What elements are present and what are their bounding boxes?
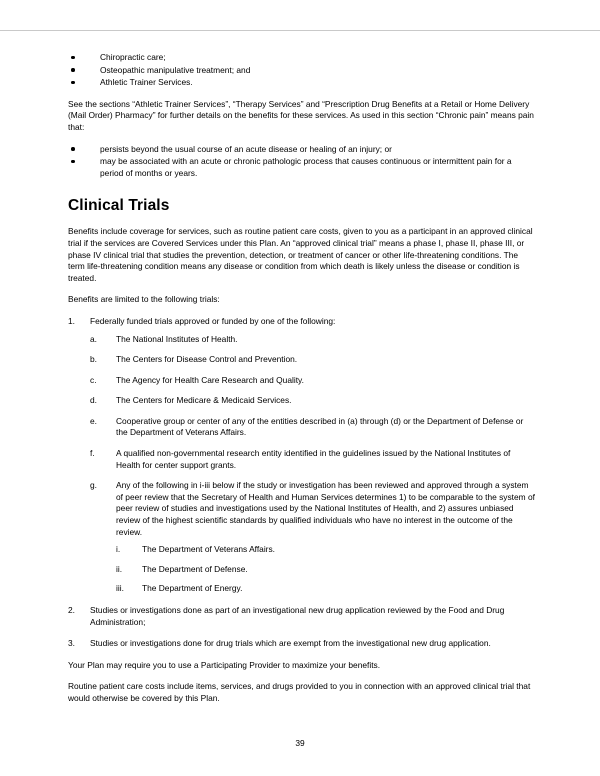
list-item-text: The Department of Energy. — [142, 583, 243, 594]
list-marker: i. — [116, 544, 121, 555]
list-item — [68, 605, 536, 628]
list-item — [90, 354, 536, 366]
list-item-text: The Department of Defense. — [142, 563, 248, 574]
list-item — [90, 334, 536, 346]
list-item-text: may be associated with an acute or chronic pathologic process that causes continuous or intermittent pain for a period of months or years. — [100, 156, 512, 178]
intro-bullet-list — [68, 52, 536, 89]
list-item — [68, 65, 536, 77]
list-item-text: The Centers for Disease Control and Prevention. — [116, 354, 298, 365]
list-item-text: The Department of Veterans Affairs. — [142, 544, 275, 555]
list-item-text: Studies or investigations done for drug trials which are exempt from the investigational new drug application. — [90, 638, 491, 649]
list-item — [116, 544, 536, 556]
list-item — [90, 416, 536, 439]
bullet-icon — [71, 56, 75, 60]
list-item — [90, 448, 536, 471]
list-marker: a. — [90, 333, 97, 344]
list-item-text: Osteopathic manipulative treatment; and — [100, 64, 251, 75]
list-marker: 1. — [68, 315, 75, 326]
list-item-text: Athletic Trainer Services. — [100, 77, 193, 88]
list-item-text: The Centers for Medicare & Medicaid Services. — [116, 395, 292, 406]
list-item-text: Cooperative group or center of any of the entities described in (a) through (d) or the Department of Defense or the Department of Veterans Affairs. — [116, 415, 524, 438]
list-item-text: Chiropractic care; — [100, 52, 166, 62]
list-marker: c. — [90, 374, 97, 385]
bullet-icon — [71, 68, 75, 72]
list-marker: d. — [90, 395, 97, 406]
list-item-text: A qualified non-governmental research entity identified in the guidelines issued by the National Institutes of Health for center support grants. — [116, 448, 511, 470]
list-item — [68, 316, 536, 595]
page-title: Clinical Trials — [68, 197, 170, 215]
list-item — [68, 638, 536, 650]
list-marker: g. — [90, 480, 97, 491]
list-marker: iii. — [116, 583, 124, 594]
paragraph-see-sections: See the sections “Athletic Trainer Services”, “Therapy Services” and “Prescription Drug Benefits at a Retail or Home Delivery (Mail Order) Pharmacy” for further details on the benefits for these services. As used in this section “Chronic pain” means pain that: — [68, 98, 534, 132]
alpha-sub-list — [90, 334, 536, 596]
paragraph-benefits-include: Benefits include coverage for services, such as routine patient care costs, given to you as a participant in an approved clinical trial if the services are Covered Services under this Plan. An “approved clinical trial” means a phase I, phase II, phase III, or phase IV clinical trial that studies the prevention, detection, or treatment of cancer or other life-threatening conditions. The term life-threatening condition means any disease or condition from which death is likely unless the disease or condition is treated. — [68, 226, 533, 283]
list-item — [68, 156, 536, 179]
page-top-rule — [0, 30, 600, 31]
bullet-icon — [71, 147, 75, 151]
list-marker: f. — [90, 448, 95, 459]
list-item — [90, 480, 536, 595]
bullet-icon — [71, 160, 75, 164]
list-marker: b. — [90, 354, 97, 365]
numbered-list — [68, 316, 536, 650]
paragraph-routine-costs: Routine patient care costs include items, services, and drugs provided to you in connection with an approved clinical trial that would otherwise be covered by this Plan. — [68, 681, 531, 703]
list-item — [116, 583, 536, 595]
list-item-text: The National Institutes of Health. — [116, 333, 238, 344]
list-item-text: persists beyond the usual course of an acute disease or healing of an injury; or — [100, 143, 392, 154]
bullet-icon — [71, 81, 75, 85]
list-marker: 3. — [68, 638, 75, 649]
list-marker: ii. — [116, 563, 123, 574]
roman-sub-list — [116, 544, 536, 595]
list-item-text: Federally funded trials approved or funded by one of the following: — [90, 315, 336, 326]
list-item — [90, 375, 536, 387]
list-item-text: The Agency for Health Care Research and Quality. — [116, 374, 304, 385]
list-item — [90, 395, 536, 407]
chronic-pain-bullet-list — [68, 144, 536, 180]
list-item — [68, 144, 536, 156]
page-number: 39 — [295, 738, 305, 748]
list-item — [68, 77, 536, 89]
list-marker: e. — [90, 415, 97, 426]
list-item-text: Studies or investigations done as part of an investigational new drug application reviewed by the Food and Drug Administration; — [90, 605, 505, 627]
list-item — [68, 52, 536, 64]
paragraph-benefits-limited: Benefits are limited to the following trials: — [68, 294, 220, 305]
list-marker: 2. — [68, 605, 75, 615]
list-item — [116, 564, 536, 576]
list-item-text: Any of the following in i-iii below if the study or investigation has been reviewed and approved through a system of peer review that the Secretary of Health and Human Services determines 1) to be comparable to the system of peer review of studies and investigations used by the National Institutes of Health, and 2) assures unbiased review of the highest scientific standards by qualified individuals who have no interest in the outcome of the review. — [116, 480, 535, 537]
paragraph-participating-provider: Your Plan may require you to use a Participating Provider to maximize your benefits. — [68, 659, 381, 670]
